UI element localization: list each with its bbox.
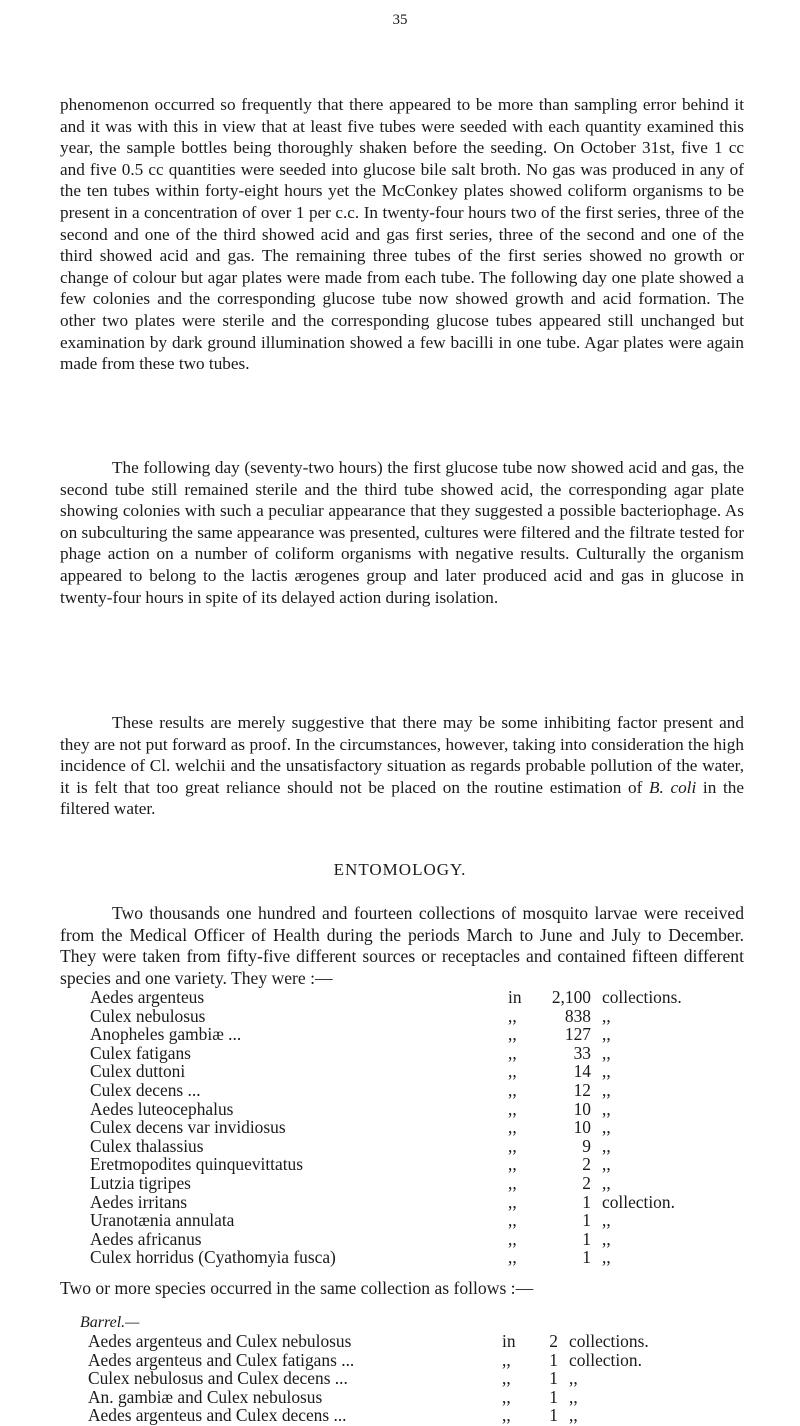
collection-count: 2 <box>582 1172 591 1193</box>
collection-count: 2 <box>549 1331 558 1351</box>
species-name: Culex nebulosus <box>90 1005 206 1026</box>
species-row <box>90 987 730 1006</box>
row-preposition: ,, <box>508 1210 517 1231</box>
paragraph-conclusion <box>60 712 744 820</box>
collection-count: 2,100 <box>551 987 591 1007</box>
row-preposition: ,, <box>508 1042 517 1063</box>
species-list <box>90 987 730 1266</box>
paragraph-two-or-more: Two or more species occurred in the same collection as follows :— <box>60 1278 534 1298</box>
collection-unit: ,, <box>602 1079 611 1100</box>
collection-count: 1 <box>549 1405 558 1426</box>
species-name: Culex horridus (Cyathomyia fusca) <box>90 1247 336 1268</box>
collection-count: 1 <box>549 1368 558 1389</box>
collection-count: 1 <box>582 1247 591 1268</box>
collection-count: 1 <box>549 1386 558 1407</box>
section-heading-entomology: ENTOMOLOGY. <box>333 860 467 879</box>
barrel-label: Barrel.— <box>80 1314 140 1331</box>
combination-name: Culex nebulosus and Culex decens ... <box>88 1368 348 1389</box>
collection-unit: ,, <box>602 1042 611 1063</box>
paragraph-text <box>60 712 744 820</box>
species-row <box>90 1117 730 1136</box>
paragraph-entomology-intro <box>60 903 744 989</box>
collection-unit: ,, <box>602 1247 611 1268</box>
collection-unit: ,, <box>602 1005 611 1026</box>
paragraph-text: Two thousands one hundred and fourteen collections of mosquito larvae were received from the Medical Officer of Health during the periods March to June and July to December. They were taken from fifty-five different sources or receptacles and contained fifteen different species and one variety. They were :— <box>60 903 744 988</box>
species-name: Culex decens var invidiosus <box>90 1117 286 1138</box>
collection-count: 33 <box>573 1042 591 1063</box>
collection-unit: ,, <box>602 1098 611 1119</box>
species-row <box>90 1247 730 1266</box>
collection-count: 9 <box>582 1135 591 1156</box>
row-preposition: ,, <box>508 1098 517 1119</box>
species-name: Culex thalassius <box>90 1135 204 1156</box>
paragraph-text-part: in the filtered water. <box>60 777 744 819</box>
species-name: Eretmopodites quinquevittatus <box>90 1154 304 1175</box>
row-preposition: ,, <box>508 1005 517 1026</box>
collection-unit: ,, <box>602 1135 611 1156</box>
species-name: Uranotænia annulata <box>90 1210 235 1231</box>
collection-unit: ,, <box>602 1154 611 1175</box>
species-name: Culex duttoni <box>90 1061 186 1082</box>
collection-unit: collections. <box>602 987 682 1007</box>
paragraph-text: The following day (seventy-two hours) the first glucose tube now showed acid and gas, the second tube still remained sterile and the third tube showed acid, the corresponding agar plate showing colonies with such a peculiar appearance that they suggested a possible bacteriophage. As on subculturing the same appearance was presented, cultures were filtered and the filtrate tested for phage action on a number of coliform organisms with negative results. Culturally the organism appeared to belong to the lactis ærogenes group and later produced acid and gas in glucose in twenty-four hours in spite of its delayed action during isolation. <box>60 458 744 607</box>
species-name: Lutzia tigripes <box>90 1172 191 1193</box>
row-preposition: ,, <box>508 1172 517 1193</box>
collection-unit: ,, <box>602 1117 611 1138</box>
species-row <box>90 1173 730 1192</box>
row-preposition: ,, <box>508 1191 517 1212</box>
row-preposition: ,, <box>508 1154 517 1175</box>
collection-unit: collection. <box>569 1349 642 1370</box>
row-preposition: in <box>502 1331 516 1351</box>
collection-count: 838 <box>564 1005 591 1026</box>
collection-unit: ,, <box>602 1210 611 1231</box>
collection-count: 1 <box>582 1228 591 1249</box>
collection-count: 14 <box>573 1061 591 1082</box>
organism-name: B. coli <box>648 777 697 797</box>
row-preposition: ,, <box>502 1386 511 1407</box>
collection-unit: ,, <box>602 1172 611 1193</box>
collection-unit: ,, <box>569 1386 578 1407</box>
row-preposition: ,, <box>508 1079 517 1100</box>
row-preposition: ,, <box>508 1061 517 1082</box>
row-preposition: ,, <box>502 1368 511 1389</box>
row-preposition: in <box>508 987 522 1007</box>
row-preposition: ,, <box>502 1405 511 1426</box>
species-row <box>90 1080 730 1099</box>
combination-list <box>88 1331 748 1424</box>
combination-name: Aedes argenteus and Culex fatigans ... <box>88 1349 355 1370</box>
collection-unit: ,, <box>569 1405 578 1426</box>
combination-name: An. gambiæ and Culex nebulosus <box>88 1386 323 1407</box>
species-name: Aedes irritans <box>90 1191 188 1212</box>
species-row <box>90 1192 730 1211</box>
collection-unit: ,, <box>569 1368 578 1389</box>
collection-count: 1 <box>549 1349 558 1370</box>
combination-name: Aedes argenteus and Culex nebulosus <box>88 1331 352 1351</box>
species-name: Aedes luteocephalus <box>90 1098 234 1119</box>
species-name: Culex decens ... <box>90 1079 201 1100</box>
species-row <box>90 1006 730 1025</box>
paragraph-text-part: These results are merely suggestive that there may be some inhibiting factor present and they are not put forward as proof. In the circumstances, however, taking into consideration the high incidence of Cl. welchii and the unsatisfactory situation as regards probable pollution of the water, it is felt that too great reliance should not be placed on the routine estimation of <box>60 713 744 797</box>
paragraph-seventy-two-hours <box>60 457 744 608</box>
combination-row <box>88 1331 748 1350</box>
species-name: Anopheles gambiæ ... <box>90 1024 242 1045</box>
collection-count: 1 <box>582 1191 591 1212</box>
row-preposition: ,, <box>508 1228 517 1249</box>
species-name: Aedes argenteus <box>90 987 205 1007</box>
row-preposition: ,, <box>508 1024 517 1045</box>
species-row <box>90 1099 730 1118</box>
collection-count: 10 <box>573 1117 591 1138</box>
species-row <box>90 1136 730 1155</box>
collection-count: 2 <box>582 1154 591 1175</box>
row-preposition: ,, <box>508 1117 517 1138</box>
collection-unit: ,, <box>602 1228 611 1249</box>
collection-count: 127 <box>564 1024 591 1045</box>
combination-row <box>88 1368 748 1387</box>
species-row <box>90 1229 730 1248</box>
row-preposition: ,, <box>508 1247 517 1268</box>
combination-row <box>88 1405 748 1424</box>
collection-unit: collection. <box>602 1191 675 1212</box>
paragraph-text: phenomenon occurred so frequently that there appeared to be more than sampling error behind it and it was with this in view that at least five tubes were seeded with each quantity examined this year, the sample bottles being thoroughly shaken before the seeding. On October 31st, five 1 cc and five 0.5 cc quantities were seeded into glucose bile salt broth. No gas was produced in any of the ten tubes within forty-eight hours yet the McConkey plates showed coliform organisms to be present in a concentration of over 1 per c.c. In twenty-four hours two of the first series, three of the second and one of the third showed acid and gas first series, three of the second and one of the third showed acid and gas. The remaining three tubes of the first series showed no growth or change of colour but agar plates were made from each tube. The following day one plate showed a few colonies and the corresponding glucose tube now showed growth and acid formation. The other two plates were sterile and the corresponding glucose tubes appeared still unchanged but examination by dark ground illumination showed a few bacilli in one tube. Agar plates were again made from these two tubes. <box>60 95 744 374</box>
species-row <box>90 1043 730 1062</box>
paragraph-continuation <box>60 94 744 375</box>
species-row <box>90 1154 730 1173</box>
species-row <box>90 1061 730 1080</box>
species-name: Culex fatigans <box>90 1042 191 1063</box>
collection-count: 1 <box>582 1210 591 1231</box>
combination-name: Aedes argenteus and Culex decens ... <box>88 1405 347 1426</box>
collection-unit: ,, <box>602 1061 611 1082</box>
collection-count: 10 <box>573 1098 591 1119</box>
species-row <box>90 1210 730 1229</box>
combination-row <box>88 1350 748 1369</box>
species-row <box>90 1024 730 1043</box>
collection-unit: ,, <box>602 1024 611 1045</box>
row-preposition: ,, <box>502 1349 511 1370</box>
collection-unit: collections. <box>569 1331 649 1351</box>
row-preposition: ,, <box>508 1135 517 1156</box>
combination-row <box>88 1387 748 1406</box>
species-name: Aedes africanus <box>90 1228 202 1249</box>
page-number: 35 <box>392 12 408 28</box>
collection-count: 12 <box>573 1079 591 1100</box>
